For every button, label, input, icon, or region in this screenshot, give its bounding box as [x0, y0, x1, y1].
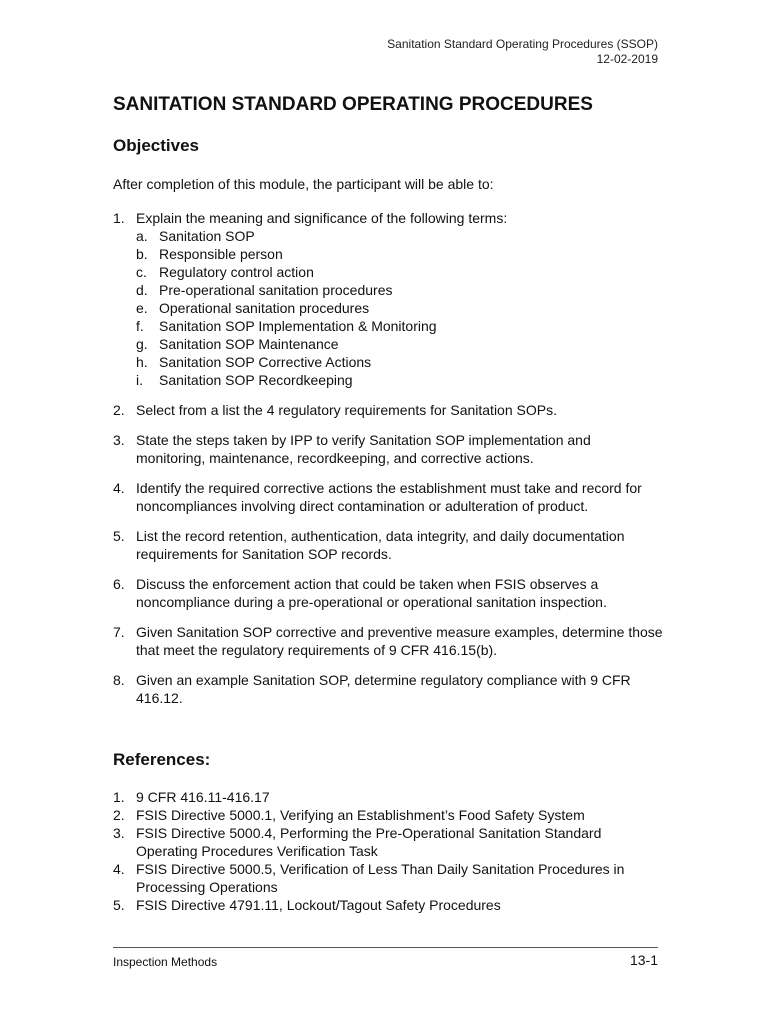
- objective-text: Discuss the enforcement action that could be taken when FSIS observes a noncompliance during a pre-operational or operational sanitation inspection.: [136, 576, 607, 610]
- objective-number: 8.: [113, 672, 125, 688]
- objective-item: [113, 575, 663, 611]
- header-date: 12-02-2019: [596, 52, 658, 66]
- term-letter: c.: [136, 264, 147, 280]
- term-letter: d.: [136, 282, 148, 298]
- objective-number: 5.: [113, 528, 125, 544]
- term-text: Sanitation SOP Maintenance: [159, 336, 339, 352]
- references-list: [113, 788, 663, 914]
- objective-item: [113, 479, 663, 515]
- reference-number: 5.: [113, 897, 125, 913]
- term-text: Operational sanitation procedures: [159, 300, 370, 316]
- term-text: Sanitation SOP Corrective Actions: [159, 354, 372, 370]
- term-text: Sanitation SOP: [159, 228, 255, 244]
- objective-number: 3.: [113, 432, 125, 448]
- objective-number: 6.: [113, 576, 125, 592]
- objective-number: 2.: [113, 402, 125, 418]
- term-item: [136, 227, 663, 245]
- reference-item: [113, 824, 663, 860]
- term-letter: b.: [136, 246, 148, 262]
- objective-text: Explain the meaning and significance of the following terms:: [136, 210, 508, 226]
- term-text: Sanitation SOP Implementation & Monitoring: [159, 318, 437, 334]
- term-letter: h.: [136, 354, 148, 370]
- term-letter: a.: [136, 228, 148, 244]
- term-item: [136, 353, 663, 371]
- term-letter: g.: [136, 336, 148, 352]
- term-item: [136, 263, 663, 281]
- objective-item: [113, 401, 663, 419]
- reference-text: FSIS Directive 5000.1, Verifying an Establishment’s Food Safety System: [136, 807, 585, 823]
- reference-item: [113, 788, 663, 806]
- page-number: 13-1: [629, 952, 658, 968]
- reference-text: 9 CFR 416.11-416.17: [136, 789, 270, 805]
- objective-number: 1.: [113, 210, 125, 226]
- objectives-list: [113, 209, 663, 719]
- running-header: [387, 37, 658, 67]
- reference-text: FSIS Directive 5000.5, Verification of Less Than Daily Sanitation Procedures in Processing Operations: [136, 861, 625, 895]
- term-letter: f.: [136, 318, 144, 334]
- objective-number: 4.: [113, 480, 125, 496]
- document-title: SANITATION STANDARD OPERATING PROCEDURES: [113, 94, 593, 115]
- objective-text: State the steps taken by IPP to verify Sanitation SOP implementation and monitoring, maintenance, recordkeeping, and corrective actions.: [136, 432, 591, 466]
- reference-item: [113, 806, 663, 824]
- reference-item: [113, 860, 663, 896]
- reference-item: [113, 896, 663, 914]
- objectives-heading: Objectives: [113, 136, 199, 155]
- term-item: [136, 245, 663, 263]
- term-item: [136, 281, 663, 299]
- objective-text: Select from a list the 4 regulatory requirements for Sanitation SOPs.: [136, 402, 557, 418]
- term-item: [136, 335, 663, 353]
- reference-text: FSIS Directive 5000.4, Performing the Pre-Operational Sanitation Standard Operating Procedures Verification Task: [136, 825, 602, 859]
- reference-number: 2.: [113, 807, 125, 823]
- objective-item: [113, 209, 663, 389]
- term-letter: e.: [136, 300, 148, 316]
- term-text: Responsible person: [159, 246, 283, 262]
- references-heading: References:: [113, 750, 211, 769]
- objective-text: List the record retention, authentication, data integrity, and daily documentation requirements for Sanitation SOP records.: [136, 528, 625, 562]
- term-text: Sanitation SOP Recordkeeping: [159, 372, 353, 388]
- reference-number: 3.: [113, 825, 125, 841]
- term-letter: i.: [136, 372, 143, 388]
- term-item: [136, 371, 663, 389]
- term-text: Pre-operational sanitation procedures: [159, 282, 393, 298]
- terms-sublist: [136, 227, 663, 389]
- intro-text: After completion of this module, the participant will be able to:: [113, 176, 494, 192]
- reference-text: FSIS Directive 4791.11, Lockout/Tagout Safety Procedures: [136, 897, 501, 913]
- objective-text: Identify the required corrective actions the establishment must take and record for noncompliances involving direct contamination or adulteration of product.: [136, 480, 642, 514]
- objective-text: Given Sanitation SOP corrective and preventive measure examples, determine those that meet the regulatory requirements of 9 CFR 416.15(b).: [136, 624, 663, 658]
- term-item: [136, 317, 663, 335]
- reference-number: 4.: [113, 861, 125, 877]
- footer-section-name: Inspection Methods: [113, 955, 218, 969]
- term-item: [136, 299, 663, 317]
- objective-item: [113, 431, 663, 467]
- reference-number: 1.: [113, 789, 125, 805]
- header-title: Sanitation Standard Operating Procedures (SSOP): [387, 37, 658, 51]
- objective-item: [113, 623, 663, 659]
- objective-text: Given an example Sanitation SOP, determine regulatory compliance with 9 CFR 416.12.: [136, 672, 631, 706]
- term-text: Regulatory control action: [159, 264, 314, 280]
- footer-divider: [113, 947, 658, 948]
- objective-item: [113, 527, 663, 563]
- objective-item: [113, 671, 663, 707]
- objective-number: 7.: [113, 624, 125, 640]
